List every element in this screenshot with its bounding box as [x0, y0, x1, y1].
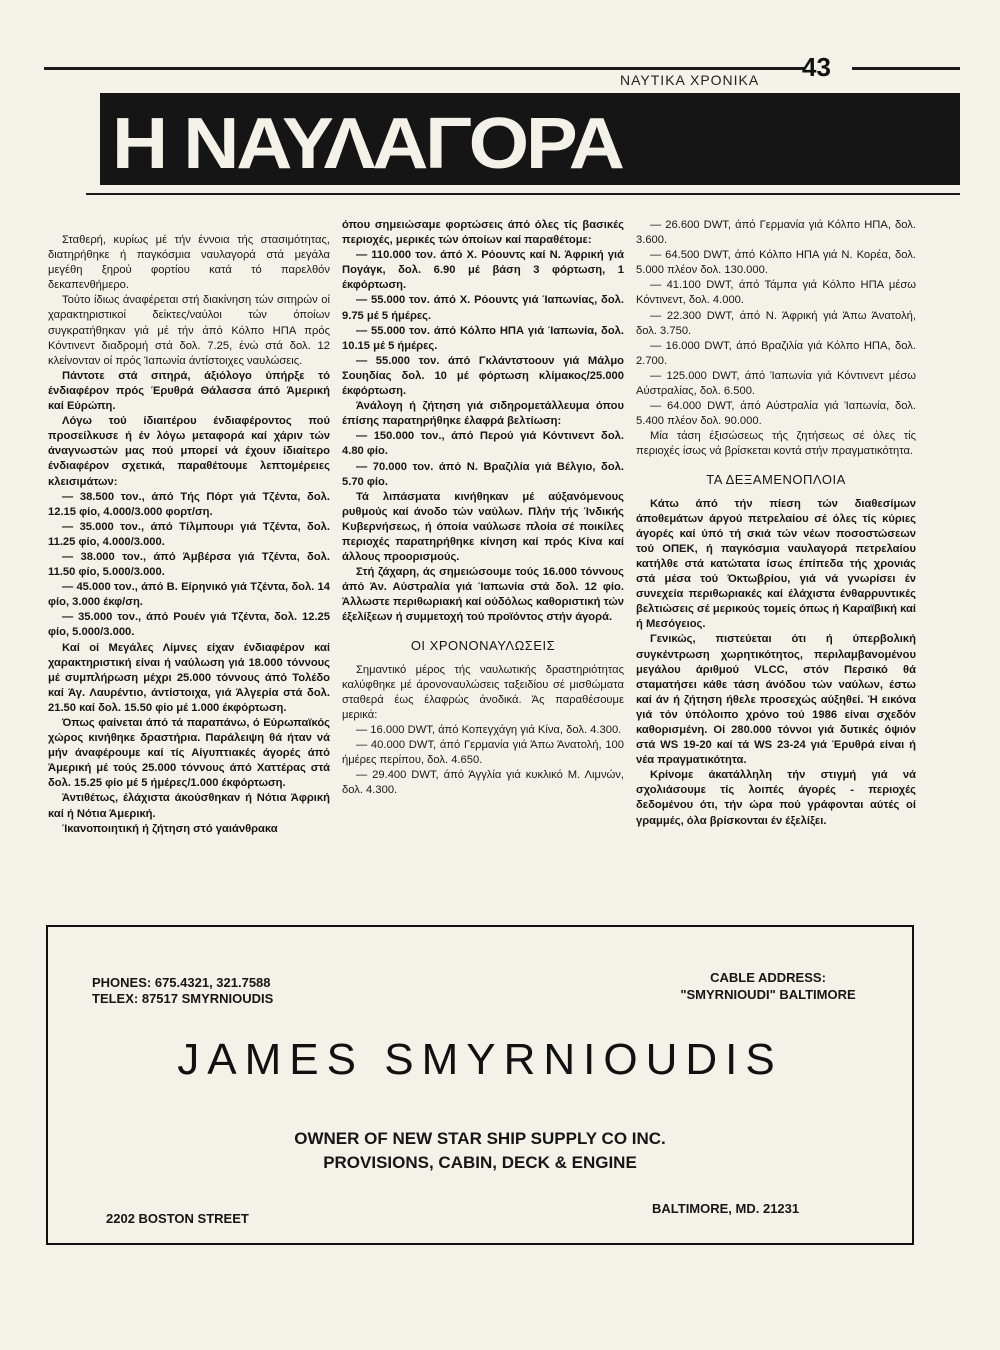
- section-heading-tankers: ΤΑ ΔΕΞΑΜΕΝΟΠΛΟΙΑ: [706, 471, 846, 487]
- list-item: — 16.000 DWT, άπό Βραζιλία γιά Κόλπο ΗΠΑ, δολ. 2.700.: [636, 339, 916, 367]
- list-item: — 38.500 τον., άπό Τής Πόρτ γιά Τζέντα, δολ. 12.15 φίο, 4.000/3.000 φορτ/ση.: [48, 490, 330, 518]
- magazine-name: ΝΑΥΤΙΚΑ ΧΡΟΝΙΚΑ: [620, 72, 760, 88]
- paragraph: Στή ζάχαρη, άς σημειώσουμε τούς 16.000 τόννους άπό Άν. Αύστραλία γιά Ίαπωνία στά δολ. 12 φίο. Άλλωστε περιθωριακή καί ούδόλως καθοριστική τών έξελίξεων ή συμμετοχή τού προϊόντος στήν άγορά.: [342, 566, 624, 624]
- paragraph: Γενικώς, πιστεύεται ότι ή ύπερβολική συγκέντρωση χωρητικότητος, περιλαμβανομένου μεγάλου άριθμού VLCC, στόν Περσικό θά σταματήσει κάθε τάση άνόδου τών ναύλων, έστω καί άν ή ζήτηση ήθελε προσεχώς αύξηθεί. Ή εικόνα γιά τόν ύπόλοιπο χρόνο τού 1986 είναι σχεδόν καθορισμένη. Οί 280.000 τόννοι γιά δυτικές όψιόν στά WS 19-20 καί τά WS 23-24 γιά Έρυθρά είναι ή νέα πραγματικότητα.: [636, 633, 916, 767]
- list-item: — 26.600 DWT, άπό Γερμανία γιά Κόλπο ΗΠΑ, δολ. 3.600.: [636, 219, 916, 247]
- ad-cable: [658, 969, 878, 1003]
- article-column-3: [636, 218, 916, 829]
- paragraph: Άνάλογη ή ζήτηση γιά σιδηρομετάλλευμα όπου έπίσης παρατηρήθηκε έλαφρά βελτίωση:: [342, 400, 624, 428]
- list-item: — 22.300 DWT, άπό Ν. Άφρική γιά Άπω Άνατολή, δολ. 3.750.: [636, 309, 916, 337]
- list-item: — 35.000 τον., άπό Τίλμπουρι γιά Τζέντα, δολ. 11.25 φίο, 4.000/3.000.: [48, 520, 330, 548]
- header-rule-right: [852, 67, 960, 70]
- list-item: — 125.000 DWT, άπό Ίαπωνία γιά Κόντινεντ μέσω Αύστραλίας, δολ. 6.500.: [636, 369, 916, 398]
- paragraph: Λόγω τού ίδιαιτέρου ένδιαφέροντος πού προσείλκυσε ή έν λόγω μεταφορά καί χάριν τών άναγνωστών μας πού μπορεί νά έχουν ίδιαίτερο ένδιαφέρον σχετικά, παραθέτουμε λεπτομέρειες κλεισιμάτων:: [48, 415, 330, 488]
- ad-owner-line-2: PROVISIONS, CABIN, DECK & ENGINE: [323, 1153, 637, 1172]
- section-heading-time-charters: ΟΙ ΧΡΟΝΟΝΑΥΛΩΣΕΙΣ: [410, 637, 556, 653]
- list-item: — 110.000 τον. άπό Χ. Ρόουντς καί Ν. Άφρική γιά Πογάγκ, δολ. 6.90 μέ βάση 3 φόρτωση, 1 έκφόρτωση.: [342, 249, 624, 292]
- list-item: — 41.100 DWT, άπό Τάμπα γιά Κόλπο ΗΠΑ μέσω Κόντινεντ, δολ. 4.000.: [636, 279, 916, 307]
- list-item: — 55.000 τον. άπό Κόλπο ΗΠΑ γιά Ίαπωνία, δολ. 10.15 μέ 5 ήμέρες.: [342, 324, 624, 352]
- advertisement-box: [46, 925, 914, 1245]
- ad-company-name: JAMES SMYRNIOUDIS: [177, 1035, 783, 1084]
- paragraph: Σημαντικό μέρος τής ναυλωτικής δραστηριότητας καλύφθηκε μέ άρονοναυλώσεις ταξειδίου σέ μισθώματα σταθερά έως έλαφρώς άνοδικά. Άς παραθέσουμε μερικά:: [342, 663, 624, 721]
- page-title: Η ΝΑΥΛΑΓΟΡΑ: [112, 104, 622, 184]
- ad-telex: TELEX: 87517 SMYRNIOUDIS: [92, 991, 274, 1006]
- paragraph: Κρίνομε άκατάλληλη τήν στιγμή γιά νά σχολιάσουμε τίς λοιπές άγορές - περιοχές δεδομένου ότι, τήν ώρα πού γράφονται αύτές οί γραμμές, όλα βρίσκονται έν έξελίξει.: [636, 769, 916, 827]
- banner-underline: [86, 193, 960, 195]
- ad-phones: PHONES: 675.4321, 321.7588: [92, 975, 271, 990]
- paragraph: Πάντοτε στά σιτηρά, άξιόλογο ύπήρξε τό ένδιαφέρον πρός Έρυθρά Θάλασσα άπό Άμερική καί Εύρώπη.: [48, 369, 330, 413]
- list-item: — 150.000 τον., άπό Περού γιά Κόντινεντ δολ. 4.80 φίο.: [342, 430, 624, 458]
- list-item: — 35.000 τον., άπό Ρουέν γιά Τζέντα, δολ. 12.25 φίο, 5.000/3.000.: [48, 611, 330, 639]
- paragraph: Όπως φαίνεται άπό τά παραπάνω, ό Εύρωπαϊκός χώρος κινήθηκε δραστήρια. Παράλειψη θά ήταν νά μήν άναφέρουμε καί τίς Αίγυπτιακές άγορές άπό Άμερική μέ τούς 25.000 τόννους άπό Χαττέρας στά δολ. 15.25 φίο μέ 5 ήμέρες/1.000 έκφόρτωση.: [48, 717, 330, 790]
- list-item: — 64.000 DWT, άπό Αύστραλία γιά Ίαπωνία, δολ. 5.400 πλέον δολ. 90.000.: [636, 400, 916, 428]
- page-number: 43: [802, 52, 831, 82]
- ad-owner-line-1: OWNER OF NEW STAR SHIP SUPPLY CO INC.: [294, 1129, 666, 1148]
- paragraph: Ίκανοποιητική ή ζήτηση στό γαιάνθρακα: [62, 822, 278, 835]
- ad-street: 2202 BOSTON STREET: [106, 1211, 249, 1226]
- list-item: — 55.000 τον. άπό Χ. Ρόουντς γιά Ίαπωνίας, δολ. 9.75 μέ 5 ήμέρες.: [342, 294, 624, 322]
- ad-cable-label: CABLE ADDRESS:: [710, 970, 826, 985]
- paragraph: όπου σημειώσαμε φορτώσεις άπό όλες τίς βασικές περιοχές, μερικές τών όποίων καί παραθέτομε:: [342, 219, 624, 247]
- paragraph: Άντιθέτως, έλάχιστα άκούσθηκαν ή Νότια Άφρική καί ή Νότια Άμερική.: [48, 792, 330, 820]
- list-item: — 55.000 τον. άπό Γκλάντστοουν γιά Μάλμο Σουηδίας δολ. 10 μέ φόρτωση κλίμακος/25.000 έκφόρτωση.: [342, 354, 624, 398]
- list-item: — 16.000 DWT, άπό Κοπεγχάγη γιά Κίνα, δολ. 4.300.: [356, 724, 622, 736]
- paragraph: Σταθερή, κυρίως μέ τήν έννοια τής στασιμότητας, διατηρήθηκε ή παγκόσμια ναυλαγορά στά μεγάλα μεγέθη ξηρού φορτίου κατά τό παρελθόν δεκαπενθήμερο.: [48, 234, 330, 292]
- paragraph: Μία τάση έξισώσεως τής ζητήσεως σέ όλες τίς περιοχές ίσως νά βρίσκεται κοντά στήν πραγματικότητα.: [636, 430, 916, 458]
- list-item: — 38.000 τον., άπό Άμβέρσα γιά Τζέντα, δολ. 11.50 φίο, 5.000/3.000.: [48, 550, 330, 579]
- list-item: — 70.000 τον. άπό Ν. Βραζιλία γιά Βέλγιο, δολ. 5.70 φίο.: [342, 460, 624, 488]
- ad-cable-value: "SMYRNIOUDI" BALTIMORE: [680, 987, 856, 1002]
- ad-contact: [92, 975, 273, 1007]
- paragraph: Τούτο ίδιως άναφέρεται στή διακίνηση τών σιτηρών οί χαρακτηριστικοί δείκτες/ναύλοι τών όποίων συγκρατήθηκαν γιά μέ τήν άπό Κόλπο ΗΠΑ πρός Κόντινεντ διαδρομή στά δολ. 7.25, ένώ στά δολ. 12 κλείνονταν οί πρός Ίαπωνία άντίστοιχες ναυλώσεις.: [48, 294, 330, 367]
- paragraph: Κάτω άπό τήν πίεση τών διαθεσίμων άποθεμάτων άργού πετρελαίου σέ όλες τίς κύριες άγορές καί ύπό τή σκιά τών νέων ποσοστώσεων τού ΟΠΕΚ, ή παγκόσμια ναυλαγορά πετρελαίου κατήλθε στά κατώτατα ίσως έπίπεδα τής χρονιάς στά μέσα τού Όκτωβρίου, γιά νά γνωρίσει έν συνεχεία περιθωριακές καί έλάχιστα ένθαρρυντικές βελτιώσεις σέ μερικούς τομείς όπως ή Καραϊβική καί ή Μεσόγειος.: [636, 497, 916, 631]
- ad-city: BALTIMORE, MD. 21231: [652, 1201, 800, 1216]
- article-column-1: [48, 233, 330, 837]
- article-column-2: [342, 218, 624, 798]
- list-item: — 40.000 DWT, άπό Γερμανία γιά Άπω Άνατολή, 100 ήμέρες περίπου, δολ. 4.650.: [342, 739, 624, 767]
- paragraph: Καί οί Μεγάλες Λίμνες είχαν ένδιαφέρον καί χαρακτηριστική είναι ή ναύλωση γιά 18.000 τόννους μέ συμπλήρωση μέχρι 25.000 τόννους άπό Τολέδο καί Άγ. Λαυρέντιο, άντίστοιχα, γιά Άλγερία στά δολ. 21.50 καί δολ. 15.50 φίο μέ 1.000 έκφόρτωση.: [48, 641, 330, 714]
- list-item: — 45.000 τον., άπό Β. Είρηνικό γιά Τζέντα, δολ. 14 φίο, 3.000 έκφ/ση.: [48, 581, 330, 609]
- list-item: — 29.400 DWT, άπό Άγγλία γιά κυκλικό Μ. Λιμνών, δολ. 4.300.: [342, 769, 624, 797]
- header-rule: [44, 67, 804, 70]
- paragraph: Τά λιπάσματα κινήθηκαν μέ αύξανόμενους ρυθμούς καί άνοδο τών ναύλων. Πλήν τής Ίνδικής Κυβερνήσεως, ή όποία ναύλωσε πλοία σέ ποικίλες περιοχές παρατηρήθηκε κίνηση καί πρός Κίνα καί άλλους προορισμούς.: [342, 490, 624, 564]
- list-item: — 64.500 DWT, άπό Κόλπο ΗΠΑ γιά Ν. Κορέα, δολ. 5.000 πλέον δολ. 130.000.: [636, 249, 916, 277]
- ad-owner: [48, 1127, 912, 1175]
